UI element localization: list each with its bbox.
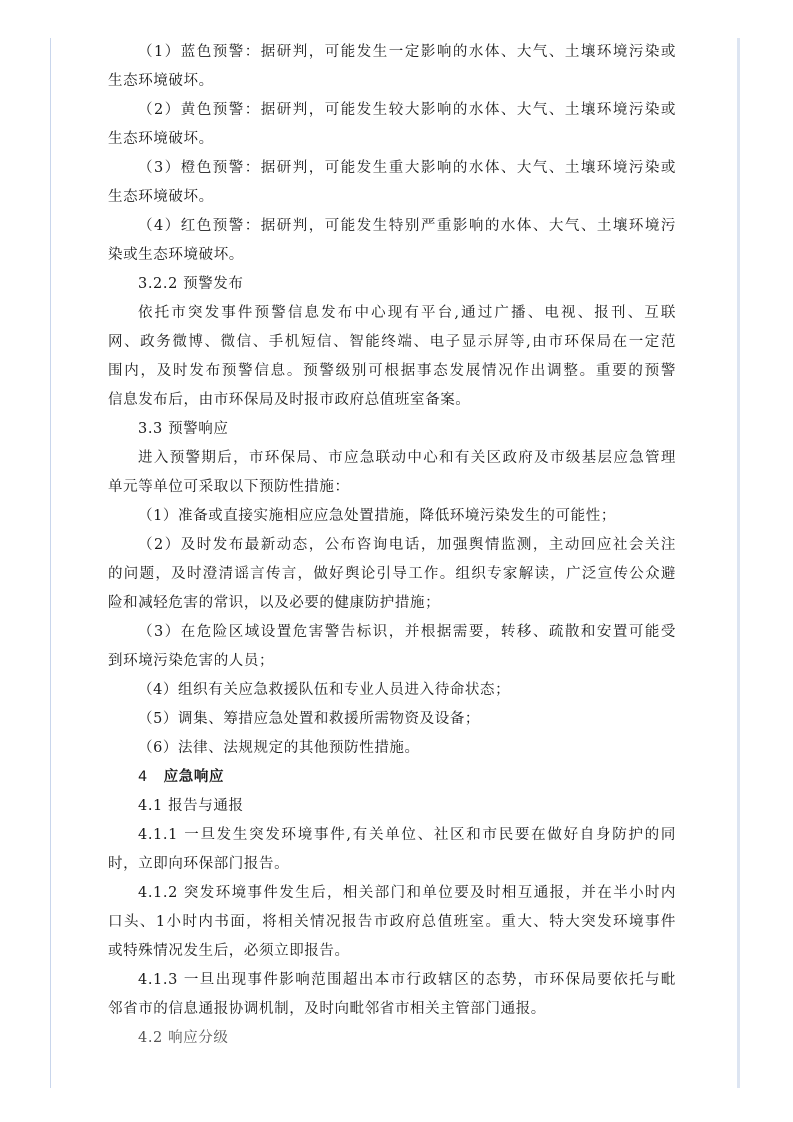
- paragraph-line: （6）法律、法规规定的其他预防性措施。: [138, 740, 420, 756]
- paragraph-line: （4）红色预警：据研判，可能发生特别严重影响的水体、大气、土壤环境污: [138, 218, 676, 234]
- paragraph-line: （3）橙色预警：据研判，可能发生重大影响的水体、大气、土壤环境污染或: [138, 160, 676, 176]
- paragraph-line: 时，立即向环保部门报告。: [108, 856, 290, 872]
- paragraph-line: （1）蓝色预警：据研判，可能发生一定影响的水体、大气、土壤环境污染或: [138, 44, 676, 60]
- paragraph-line: （2）及时发布最新动态，公布咨询电话，加强舆情监测，主动回应社会关注: [138, 537, 676, 553]
- paragraph-line: 4.1.2 突发环境事件发生后，相关部门和单位要及时相互通报，并在半小时内: [138, 885, 676, 901]
- paragraph-line: 生态环境破坏。: [108, 73, 214, 89]
- section-heading: 3.3 预警响应: [138, 421, 229, 437]
- paragraph-line: 网、政务微博、微信、手机短信、智能终端、电子显示屏等,由市环保局在一定范: [108, 334, 676, 350]
- paragraph-line: （4）组织有关应急救援队伍和专业人员进入待命状态；: [138, 682, 511, 698]
- paragraph-line: 依托市突发事件预警信息发布中心现有平台,通过广播、电视、报刊、互联: [138, 305, 676, 321]
- paragraph-line: 的问题，及时澄清谣言传言，做好舆论引导工作。组织专家解读，广泛宣传公众避: [108, 566, 676, 582]
- paragraph-line: 邻省市的信息通报协调机制，及时向毗邻省市相关主管部门通报。: [108, 1001, 546, 1017]
- paragraph-line: 口头、1小时内书面，将相关情况报告市政府总值班室。重大、特大突发环境事件: [108, 914, 676, 930]
- chapter-heading: [108, 763, 676, 792]
- paragraph-line: 生态环境破坏。: [108, 189, 214, 205]
- section-heading: 4.1 报告与通报: [138, 798, 244, 814]
- paragraph-line: 险和减轻危害的常识，以及必要的健康防护措施；: [108, 595, 441, 611]
- chapter-title: 应急响应: [163, 769, 225, 785]
- section-heading: 3.2.2 预警发布: [138, 276, 244, 292]
- paragraph-line: 进入预警期后，市环保局、市应急联动中心和有关区政府及市级基层应急管理: [138, 450, 676, 466]
- paragraph-line: 信息发布后，由市环保局及时报市政府总值班室备案。: [108, 392, 471, 408]
- paragraph-line: 染或生态环境破坏。: [108, 247, 244, 263]
- paragraph-line: （1）准备或直接实施相应应急处置措施，降低环境污染发生的可能性；: [138, 508, 616, 524]
- paragraph-line: （3）在危险区域设置危害警告标识，并根据需要，转移、疏散和安置可能受: [138, 624, 676, 640]
- paragraph-line: 生态环境破坏。: [108, 131, 214, 147]
- page-border-right: [737, 38, 740, 1088]
- document-page: [108, 38, 676, 1053]
- paragraph-line: 4.1.3 一旦出现事件影响范围超出本市行政辖区的态势，市环保局要依托与毗: [138, 972, 676, 988]
- paragraph-line: （5）调集、筹措应急处置和救援所需物资及设备；: [138, 711, 481, 727]
- paragraph-line: 单元等单位可采取以下预防性措施：: [108, 479, 350, 495]
- section-heading: 4.2 响应分级: [138, 1030, 229, 1046]
- page-border-left: [50, 38, 51, 1088]
- paragraph-line: （2）黄色预警：据研判，可能发生较大影响的水体、大气、土壤环境污染或: [138, 102, 676, 118]
- paragraph-line: 或特殊情况发生后，必须立即报告。: [108, 943, 350, 959]
- chapter-number: 4: [138, 769, 148, 785]
- paragraph-line: 4.1.1 一旦发生突发环境事件,有关单位、社区和市民要在做好自身防护的同: [138, 827, 676, 843]
- paragraph-line: 围内，及时发布预警信息。预警级别可根据事态发展情况作出调整。重要的预警: [108, 363, 676, 379]
- paragraph-line: 到环境污染危害的人员；: [108, 653, 275, 669]
